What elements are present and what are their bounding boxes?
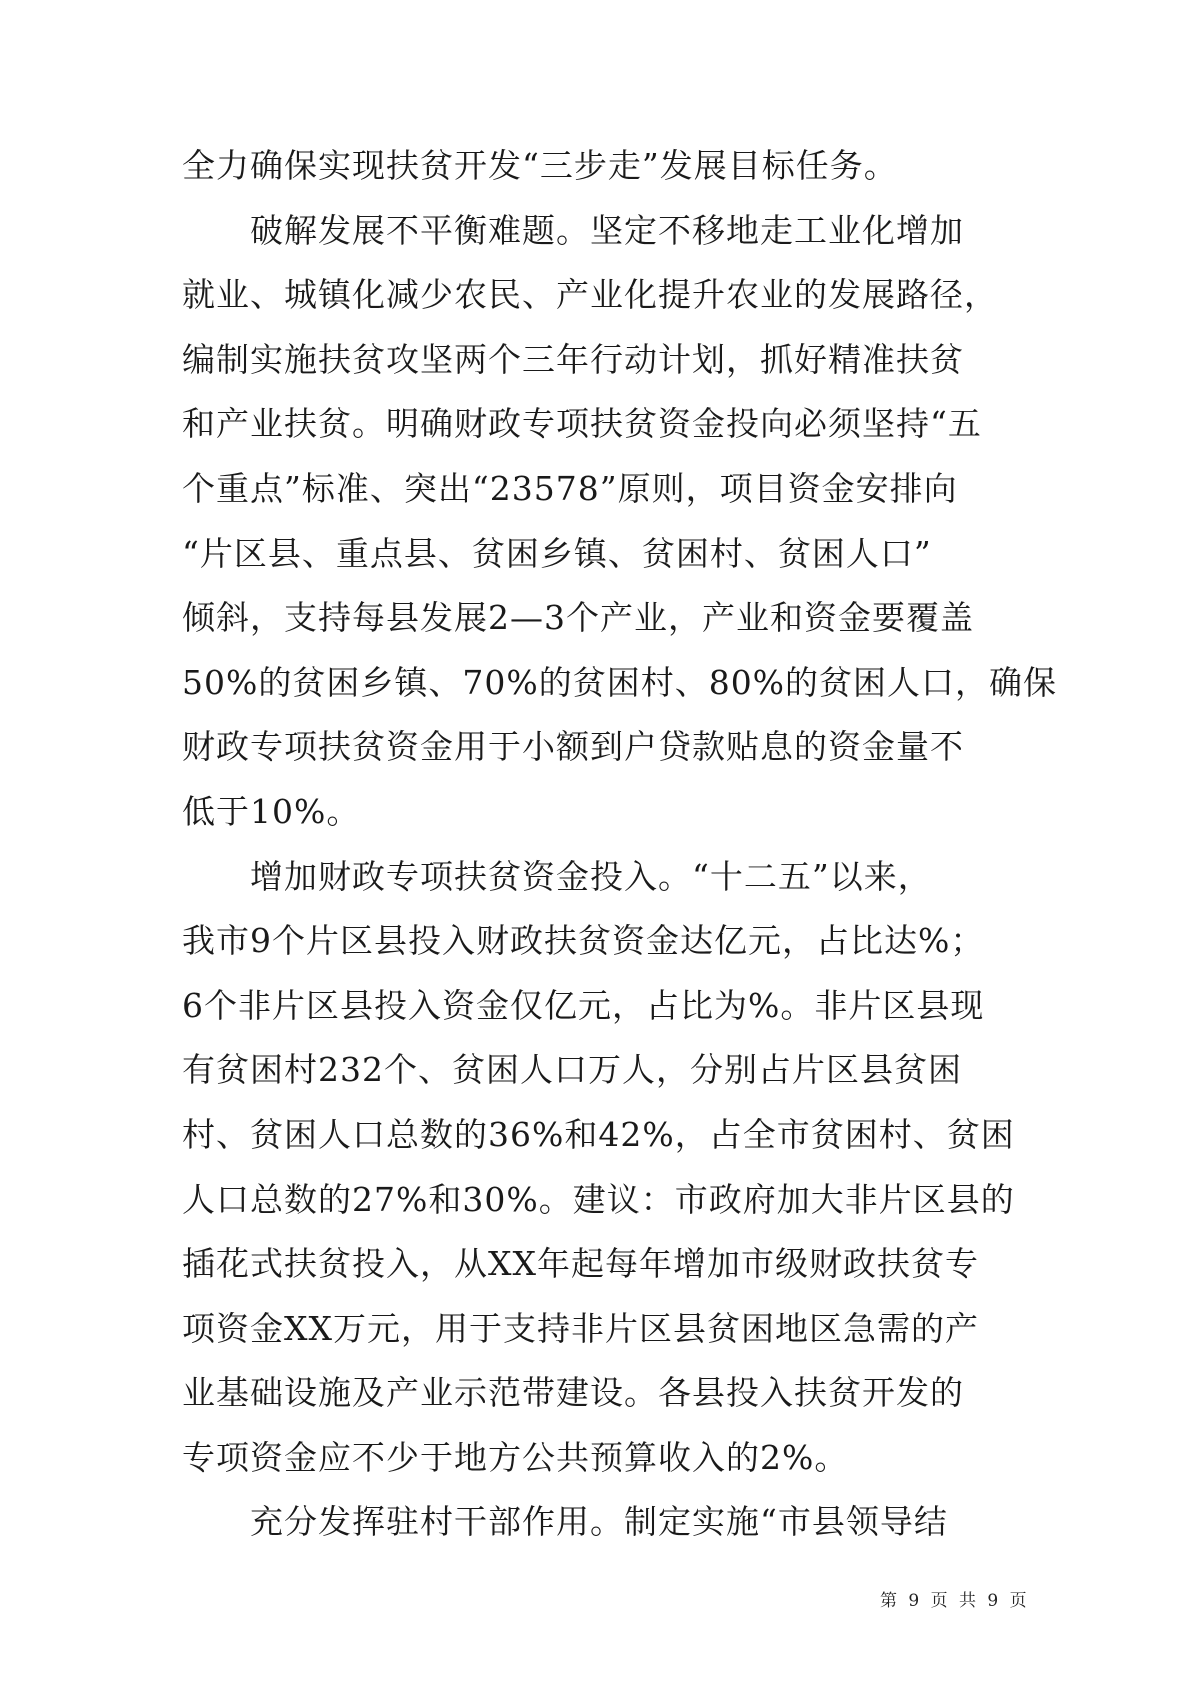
text-line: 全力确保实现扶贫开发“三步走”发展目标任务。 bbox=[182, 146, 898, 185]
text-line: 50%的贫困乡镇、70%的贫困村、80%的贫困人口，确保 bbox=[182, 662, 1058, 702]
page-number-footer: 第 9 页 共 9 页 bbox=[880, 1591, 1030, 1611]
text-line: 专项资金应不少于地方公共预算收入的2%。 bbox=[182, 1437, 849, 1477]
text-line: 和产业扶贫。明确财政专项扶贫资金投向必须坚持“五 bbox=[182, 404, 982, 444]
text-line: “片区县、重点县、贫困乡镇、贫困村、贫困人口” bbox=[182, 533, 932, 573]
text-line: 就业、城镇化减少农民、产业化提升农业的发展路径， bbox=[182, 275, 998, 315]
text-line: 项资金XX万元，用于支持非片区县贫困地区急需的产 bbox=[182, 1308, 979, 1348]
text-line: 财政专项扶贫资金用于小额到户贷款贴息的资金量不 bbox=[182, 727, 964, 767]
paragraph-balance bbox=[182, 199, 1058, 845]
text-line: 插花式扶贫投入，从XX年起每年增加市级财政扶贫专 bbox=[182, 1244, 979, 1284]
paragraph-funding bbox=[182, 845, 1015, 1491]
text-line: 充分发挥驻村干部作用。制定实施“市县领导结 bbox=[182, 1502, 948, 1542]
text-line: 业基础设施及产业示范带建设。各县投入扶贫开发的 bbox=[182, 1373, 964, 1413]
text-line: 增加财政专项扶贫资金投入。“十二五”以来， bbox=[182, 856, 932, 896]
document-body bbox=[182, 134, 1058, 1555]
text-line: 低于10%。 bbox=[182, 791, 361, 831]
text-line: 编制实施扶贫攻坚两个三年行动计划，抓好精准扶贫 bbox=[182, 339, 964, 379]
text-line: 6个非片区县投入资金仅亿元，占比为%。非片区县现 bbox=[182, 985, 985, 1025]
paragraph-goal bbox=[182, 134, 1012, 199]
text-line: 村、贫困人口总数的36%和42%，占全市贫困村、贫困 bbox=[182, 1114, 1015, 1154]
text-line: 人口总数的27%和30%。建议：市政府加大非片区县的 bbox=[182, 1179, 1015, 1219]
text-line: 我市9个片区县投入财政扶贫资金达亿元，占比达%； bbox=[182, 921, 985, 961]
paragraph-cadres bbox=[182, 1490, 1012, 1555]
text-line: 个重点”标准、突出“23578”原则，项目资金安排向 bbox=[182, 468, 958, 508]
text-line: 倾斜，支持每县发展2—3个产业，产业和资金要覆盖 bbox=[182, 598, 974, 638]
text-line: 有贫困村232个、贫困人口万人，分别占片区县贫困 bbox=[182, 1050, 962, 1090]
text-line: 破解发展不平衡难题。坚定不移地走工业化增加 bbox=[182, 210, 964, 250]
